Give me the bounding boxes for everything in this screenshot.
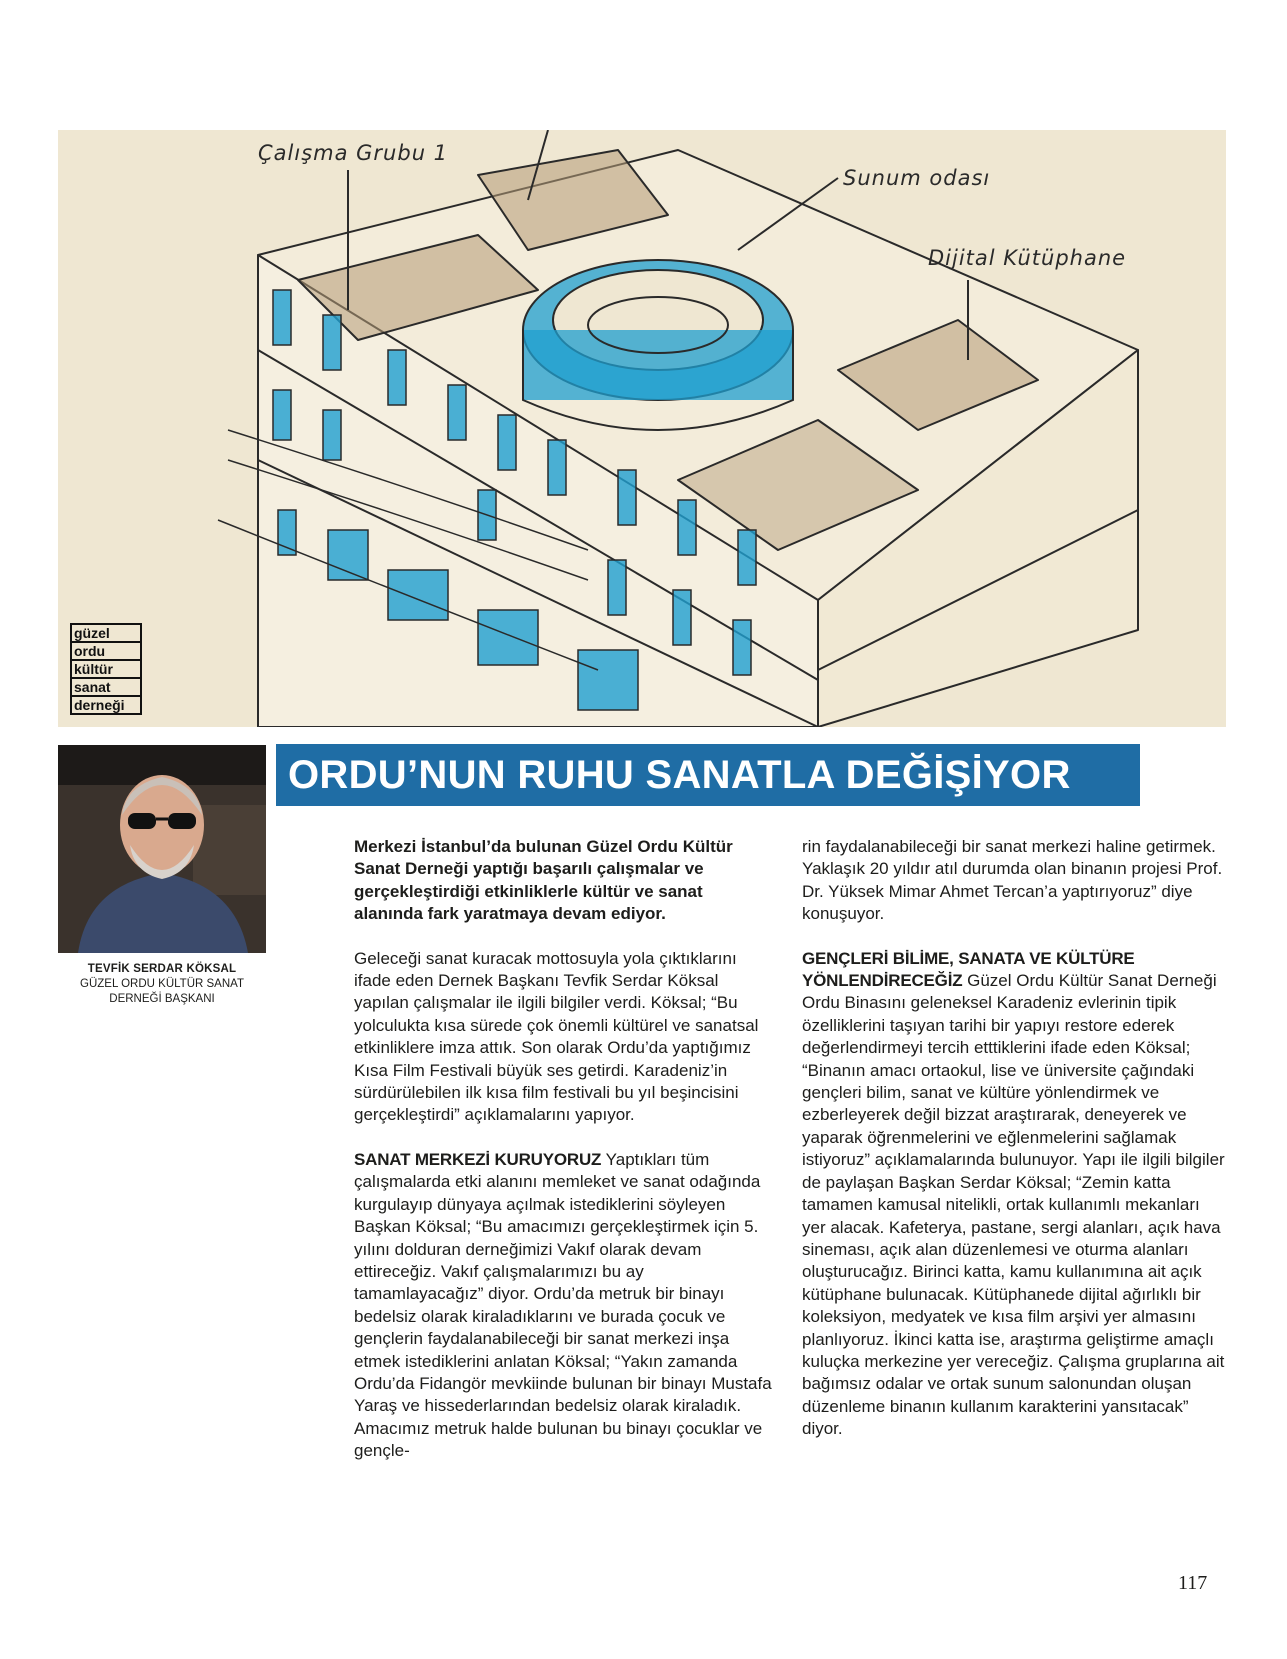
paragraph-2-body: Yaptıkları tüm çalışmalarda etki alanını memleket ve sanat odağında kurgulayıp dünyaya açılmak istediklerini söyleyen Başkan Köksal; “Bu amacımızı gerçekleştirmek için 5. yılını dolduran derneğimizi Vakıf olarak devam ettireceğiz. Vakıf çalışmalarımızı bu ay tamamlayacağız” diyor. Ordu’da metruk bir binayı bedelsiz olarak kiraladıklarını ve burada çocuk ve gençlerin faydalanabileceği bir sanat merkezi inşa etmek istediklerini anlatan Köksal; “Yakın zamanda Ordu’da Fidangör mevkiinde bulunan bir binayı Mustafa Yaraş ve hissederlarından bedelsiz olarak kiraladık. Amacımız metruk halde bulunan bu binayı çocuklar ve gençle-: [354, 1149, 772, 1461]
subheading-art-center: SANAT MERKEZİ KURUYORUZ: [354, 1149, 602, 1169]
logo-line: derneği: [70, 695, 142, 715]
article-paragraph-3: rin faydalanabileceği bir sanat merkezi haline getirmek. Yaklaşık 20 yıldır atıl durumda olan binanın projesi Prof. Dr. Yüksek Mimar Ahmet Tercan’a yaptırıyoruz” diye konuşuyor.: [802, 837, 1223, 924]
logo-line: kültür: [70, 659, 142, 677]
portrait-caption: [58, 962, 266, 1007]
portrait-photo: [58, 745, 266, 953]
label-digital-library: Dijital Kütüphane: [928, 246, 1127, 270]
article-lead: Merkezi İstanbul’da bulunan Güzel Ordu Kültür Sanat Derneği yaptığı başarılı çalışmalar ve gerçekleştirdiği etkinliklerle kültür ve sanat alanında fark yaratmaya devam ediyor.: [354, 837, 733, 924]
caption-name: TEVFİK SERDAR KÖKSAL: [87, 963, 237, 975]
article-paragraph-4: [802, 948, 1227, 1441]
caption-role-line1: GÜZEL ORDU KÜLTÜR SANAT: [80, 978, 244, 990]
logo-line: ordu: [70, 641, 142, 659]
article-column-right: [802, 836, 1227, 1463]
association-logo: [70, 623, 142, 715]
portrait-illustration: [58, 745, 266, 953]
article-paragraph-1: Geleceği sanat kuracak mottosuyla yola çıktıklarını ifade eden Dernek Başkanı Tevfik Serdar Köksal yapılan çalışmalar ile ilgili bilgiler verdi. Köksal; “Bu yolculukta kısa sürede çok önemli kültürel ve sanatsal etkinliklere imza attık. Son olarak Ordu’da yaptığımız Kısa Film Festivali büyük ses getirdi. Karadeniz’in sürdürülebilen ilk kısa film festivali bu yıl beşincisini gerçekleştirdi” açıklamalarını yapıyor.: [354, 948, 759, 1125]
architectural-sketch: [58, 130, 1226, 727]
caption-role-line2: DERNEĞİ BAŞKANI: [109, 993, 215, 1005]
page-number: 117: [1178, 1572, 1208, 1594]
label-study-group: Çalışma Grubu 1: [258, 141, 449, 165]
subheading-youth: GENÇLERİ BİLİME, SANATA VE KÜLTÜRE YÖNLENDİRECEĞİZ: [802, 948, 1135, 991]
logo-line: sanat: [70, 677, 142, 695]
paragraph-4-body: Güzel Ordu Kültür Sanat Derneği Ordu Binasını geleneksel Karadeniz evlerinin tipik özelliklerini taşıyan tarihi bir yapıyı restore ederek değerlendirmeyi tercih etttiklerini ifade eden Köksal; “Binanın amacı ortaokul, lise ve üniversite çağındaki gençleri bilim, sanat ve kültüre yönlendirmek ve ezberleyerek değil bizzat araştırarak, deneyerek ve yaparak öğrenmelerini ve eğlenmelerini sağlamak istiyoruz” açıklamalarında bulunuyor. Yapı ile ilgili bilgiler de paylaşan Başkan Serdar Köksal; “Zemin katta tamamen kamusal nitelikli, ortak kullanımlı mekanları yer alacak. Kafeterya, pastane, sergi alanları, açık hava sineması, açık alan düzenlemesi ve oturma alanları oluşturucağız. Birinci katta, kamu kullanımına ait açık kütüphane bulunacak. Kütüphanede dijital ağırlıklı bir koleksiyon, medyatek ve kısa film arşivi yer almasını planlıyoruz. İkinci katta ise, araştırma geliştirme amaçlı kuluçka merkezine yer vereceğiz. Çalışma gruplarına ait bağımsız odalar ve ortak sunum salonundan oluşan düzenleme binanın kullanım karakterini yansıtacak” diyor.: [802, 971, 1225, 1439]
article-paragraph-2: [354, 1149, 774, 1463]
building-sketch-drawing: [58, 130, 1226, 727]
logo-line: güzel: [70, 623, 142, 641]
label-presentation-room: Sunum odası: [843, 166, 991, 190]
article-column-left: [354, 836, 774, 1485]
article-title: ORDU’NUN RUHU SANATLA DEĞİŞİYOR: [288, 753, 1071, 797]
